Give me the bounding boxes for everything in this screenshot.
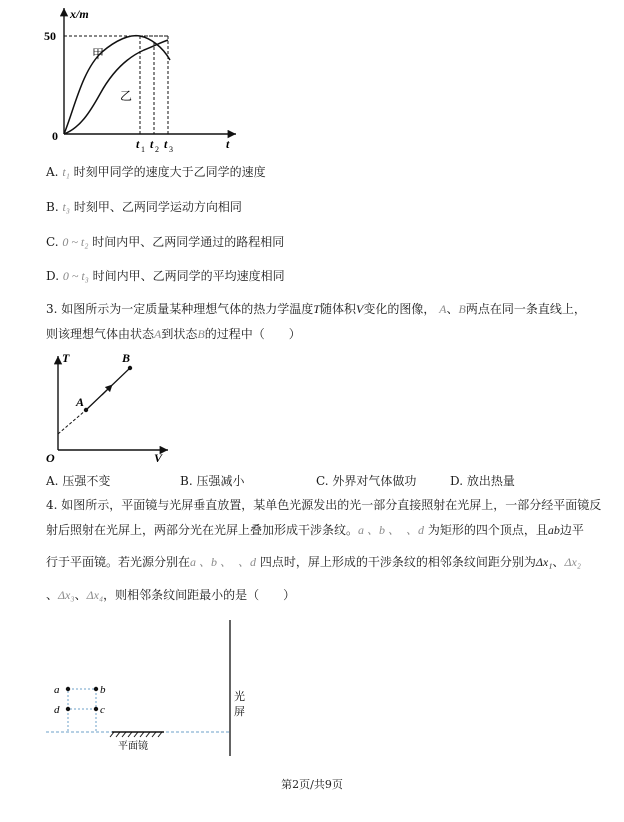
q4-mirror-label: 平面镜 xyxy=(118,741,148,752)
q3-point-b-label: B xyxy=(122,351,131,365)
q4-screen-label-1: 光 xyxy=(234,691,245,703)
q2-option-a[interactable]: A. t₁ 时刻甲同学的速度大于乙同学的速度 xyxy=(46,165,266,179)
q3-point-a-label: A xyxy=(76,395,85,409)
q4-label-c: c xyxy=(100,704,105,716)
q3-y-label: T xyxy=(62,351,70,365)
q2-curve-jia-label: 甲 xyxy=(92,47,105,61)
q2-option-b[interactable]: B. t₃ 时刻甲、乙两同学运动方向相同 xyxy=(46,200,242,214)
q2-option-d[interactable]: D. 0 ~ t₃ 时间内甲、乙两同学的平均速度相同 xyxy=(46,269,285,283)
q3-option-d[interactable]: D. 放出热量 xyxy=(450,474,515,488)
q4-stem-line-1: 4. 如图所示，平面镜与光屏垂直放置，某单色光源发出的光一部分直接照射在光屏上，一部分经平面镜反 xyxy=(46,498,602,512)
page-footer: 第2页/共9页 xyxy=(281,778,343,791)
q3-option-c[interactable]: C. 外界对气体做功 xyxy=(316,474,417,488)
svg-text:2: 2 xyxy=(155,145,159,154)
q4-mirror-screen-figure xyxy=(44,616,264,756)
q4-plane-mirror xyxy=(110,732,164,737)
q3-point-a xyxy=(84,408,88,412)
svg-text:t: t xyxy=(150,137,154,151)
q3-option-a[interactable]: A. 压强不变 xyxy=(46,474,111,488)
q3-point-b xyxy=(128,366,132,370)
q4-label-a: a xyxy=(54,684,60,696)
q3-temperature-volume-graph xyxy=(42,346,182,466)
q4-label-d: d xyxy=(54,704,60,716)
q4-stem-line-2: 射后照射在光屏上，两部分光在光屏上叠加形成干涉条纹。a 、b 、 、d 为矩形的四个顶点，且ab边平 xyxy=(46,523,584,537)
q4-point-d xyxy=(66,707,70,711)
svg-text:t: t xyxy=(164,137,168,151)
q3-x-label: V xyxy=(154,451,163,465)
q2-t3-label xyxy=(164,137,173,154)
q2-displacement-time-graph xyxy=(40,0,250,160)
q2-y-tick-50: 50 xyxy=(44,29,56,43)
q4-rectangle-abcd xyxy=(68,689,96,709)
q2-curve-yi xyxy=(64,40,168,134)
q4-label-b: b xyxy=(100,684,106,696)
q2-curve-yi-label: 乙 xyxy=(120,89,133,103)
q2-origin-label: 0 xyxy=(52,129,58,143)
q2-t1-label xyxy=(136,137,145,154)
q4-point-a xyxy=(66,687,70,691)
q4-point-c xyxy=(94,707,98,711)
svg-text:t: t xyxy=(136,137,140,151)
q2-y-axis-label: x/m xyxy=(70,7,89,21)
q4-point-b xyxy=(94,687,98,691)
svg-text:3: 3 xyxy=(169,145,173,154)
svg-text:1: 1 xyxy=(141,145,145,154)
q4-stem-line-4: 、Δx₃、Δx₄，则相邻条纹间距最小的是（ ） xyxy=(46,588,296,602)
q3-stem-line-2: 则该理想气体由状态A到状态B的过程中（ ） xyxy=(46,327,301,341)
q3-stem-line-1: 3. 如图所示为一定质量某种理想气体的热力学温度T随体积V变化的图像， A、B两点在同一条直线上， xyxy=(46,302,586,316)
q2-option-c[interactable]: C. 0 ~ t₂ 时间内甲、乙两同学通过的路程相同 xyxy=(46,235,285,249)
q4-stem-line-3: 行于平面镜。若光源分别在a 、b 、 、d 四点时，屏上形成的干涉条纹的相邻条纹间距分别为Δx₁、Δx₂ xyxy=(46,555,581,569)
q2-t2-label xyxy=(150,137,159,154)
q3-option-b[interactable]: B. 压强减小 xyxy=(180,474,245,488)
q2-x-axis-label: t xyxy=(226,137,230,151)
q4-screen-label-2: 屏 xyxy=(234,706,245,718)
q3-origin-label: O xyxy=(46,451,55,465)
